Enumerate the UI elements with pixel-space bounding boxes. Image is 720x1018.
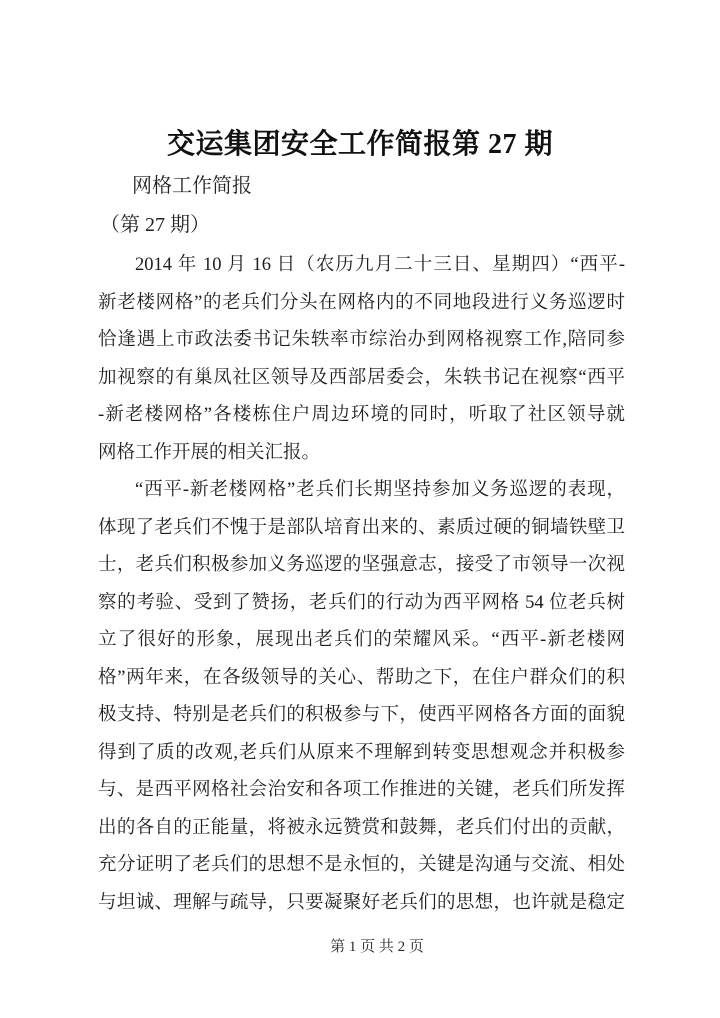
text-line: 新老楼网格”的老兵们分头在网格内的不同地段进行义务巡逻时 xyxy=(98,292,625,313)
text-line: 得到了质的改观,老兵们从原来不理解到转变思想观念并积极参 xyxy=(98,742,625,763)
document-subtitle: 网格工作简报 xyxy=(132,175,252,197)
text-line: 恰逢遇上市政法委书记朱轶率市综治办到网格视察工作,陪同参 xyxy=(98,330,625,350)
text-line: 士，老兵们积极参加义务巡逻的坚强意志，接受了市领导一次视 xyxy=(98,555,625,575)
text-line: 网格工作开展的相关汇报。 xyxy=(98,442,321,463)
text-line: 出的各自的正能量，将被永远赞赏和鼓舞，老兵们付出的贡献， xyxy=(98,817,625,838)
page-footer xyxy=(34,936,720,958)
text-line: 立了很好的形象，展现出老兵们的荣耀风采。“西平-新老楼网 xyxy=(98,630,625,650)
text-line: 与、是西平网格社会治安和各项工作推进的关键，老兵们所发挥 xyxy=(98,780,625,800)
text-line: 极支持、特别是老兵们的积极参与下，使西平网格各方面的面貌 xyxy=(98,705,625,725)
text-line: 充分证明了老兵们的思想不是永恒的，关键是沟通与交流、相处 xyxy=(98,855,625,875)
text-line: 2014 年 10 月 16 日（农历九月二十三日、星期四）“西平- xyxy=(135,255,625,275)
page-title: 交运集团安全工作简报第 27 期 xyxy=(166,129,553,160)
text-line: 与坦诚、理解与疏导，只要凝聚好老兵们的思想，也许就是稳定 xyxy=(98,892,625,913)
text-line: 察的考验、受到了赞扬，老兵们的行动为西平网格 54 位老兵树 xyxy=(98,592,625,613)
text-line: 格”两年来，在各级领导的关心、帮助之下，在住户群众们的积 xyxy=(98,667,625,688)
document-body xyxy=(98,247,625,922)
text-line: 加视察的有巢凤社区领导及西部居委会，朱轶书记在视察“西平 xyxy=(98,367,625,388)
text-line: “西平-新老楼网格”老兵们长期坚持参加义务巡逻的表现， xyxy=(135,480,625,500)
text-line: -新老楼网格”各楼栋住户周边环境的同时，听取了社区领导就 xyxy=(98,405,625,425)
text-line: 体现了老兵们不愧于是部队培育出来的、素质过硬的铜墙铁壁卫 xyxy=(98,517,625,538)
page-number-label: 第 1 页 共 2 页 xyxy=(330,939,424,955)
issue-number-line: （第 27 期） xyxy=(100,214,210,236)
